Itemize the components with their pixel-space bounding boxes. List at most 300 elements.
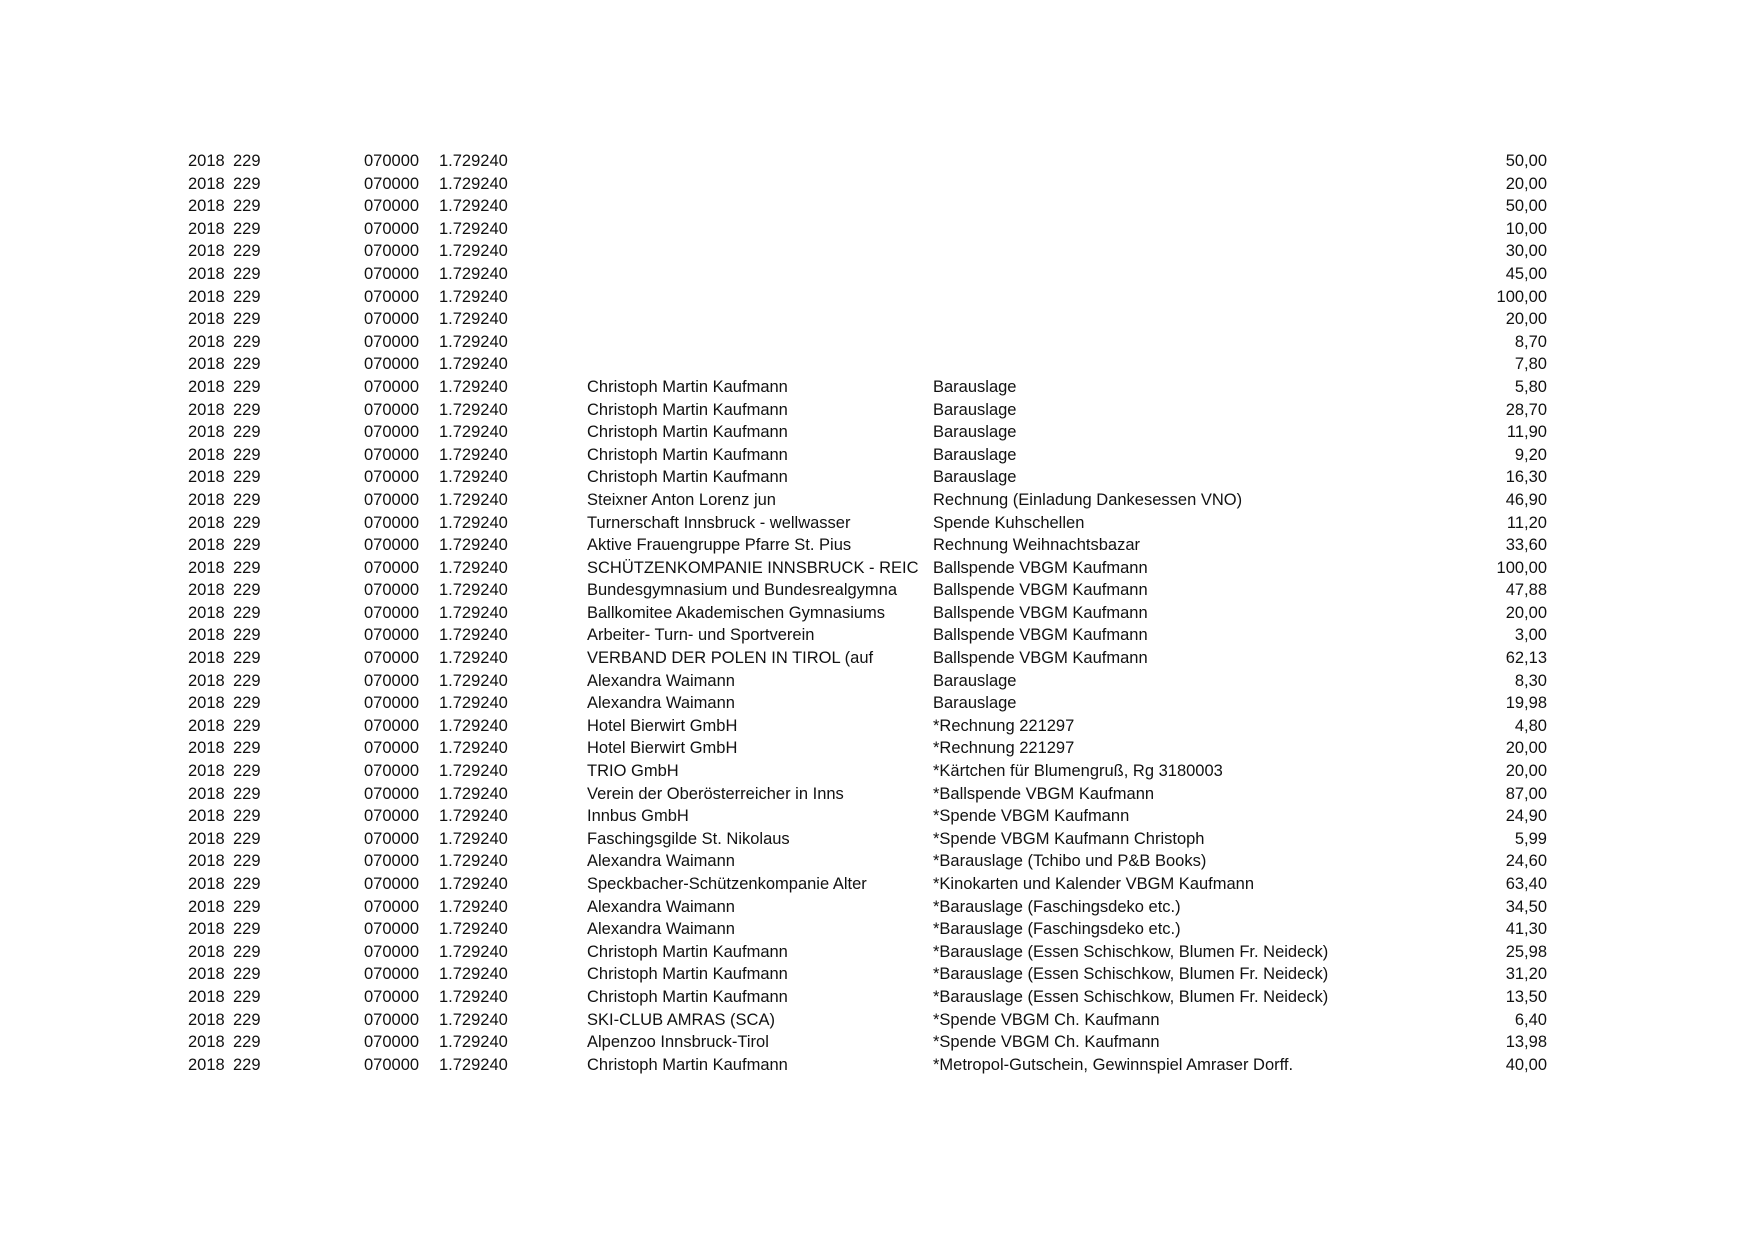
table-row bbox=[188, 1031, 1547, 1054]
recipient-name-cell: Christoph Martin Kaufmann bbox=[587, 423, 788, 442]
account-cell: 1.729240 bbox=[439, 355, 508, 374]
cost-code-cell: 070000 bbox=[364, 377, 420, 396]
table-row bbox=[188, 963, 1547, 986]
journal-number-cell: 229 bbox=[233, 603, 261, 622]
recipient-name-cell: TRIO GmbH bbox=[587, 762, 679, 781]
year-cell: 2018 bbox=[188, 287, 225, 306]
cost-code-cell: 070000 bbox=[364, 242, 420, 261]
cost-code-cell: 070000 bbox=[364, 965, 420, 984]
description-cell: Spende Kuhschellen bbox=[933, 513, 1085, 532]
table-row bbox=[188, 331, 1547, 354]
description-cell: Barauslage bbox=[933, 377, 1017, 396]
year-cell: 2018 bbox=[188, 490, 225, 509]
recipient-name-cell bbox=[587, 150, 933, 173]
account-cell: 1.729240 bbox=[439, 219, 508, 238]
cost-code-cell: 070000 bbox=[364, 920, 420, 939]
description-cell: *Rechnung 221297 bbox=[933, 716, 1075, 735]
year-cell: 2018 bbox=[188, 987, 225, 1006]
amount-cell: 9,20 bbox=[1514, 445, 1547, 464]
description-cell bbox=[933, 308, 1379, 331]
amount-cell: 8,30 bbox=[1514, 671, 1547, 690]
description-cell: *Spende VBGM Kaufmann Christoph bbox=[933, 829, 1205, 848]
recipient-name-cell: Alexandra Waimann bbox=[587, 852, 735, 871]
table-row bbox=[188, 218, 1547, 241]
amount-cell: 45,00 bbox=[1505, 264, 1547, 283]
year-cell: 2018 bbox=[188, 784, 225, 803]
table-row bbox=[188, 444, 1547, 467]
table-row bbox=[188, 240, 1547, 263]
account-cell: 1.729240 bbox=[439, 242, 508, 261]
year-cell: 2018 bbox=[188, 626, 225, 645]
table-row bbox=[188, 692, 1547, 715]
amount-cell: 20,00 bbox=[1505, 603, 1547, 622]
amount-cell: 50,00 bbox=[1505, 197, 1547, 216]
table-row bbox=[188, 783, 1547, 806]
cost-code-cell: 070000 bbox=[364, 987, 420, 1006]
description-cell: Barauslage bbox=[933, 468, 1017, 487]
table-row bbox=[188, 353, 1547, 376]
year-cell: 2018 bbox=[188, 400, 225, 419]
recipient-name-cell: Faschingsgilde St. Nikolaus bbox=[587, 829, 790, 848]
year-cell: 2018 bbox=[188, 242, 225, 261]
recipient-name-cell bbox=[587, 308, 933, 331]
journal-number-cell: 229 bbox=[233, 152, 261, 170]
cost-code-cell: 070000 bbox=[364, 942, 420, 961]
table-row bbox=[188, 421, 1547, 444]
year-cell: 2018 bbox=[188, 355, 225, 374]
table-row bbox=[188, 624, 1547, 647]
table-row bbox=[188, 850, 1547, 873]
amount-cell: 100,00 bbox=[1496, 558, 1547, 577]
account-cell: 1.729240 bbox=[439, 152, 508, 170]
year-cell: 2018 bbox=[188, 219, 225, 238]
description-cell: *Barauslage (Essen Schischkow, Blumen Fr. Neideck) bbox=[933, 965, 1329, 984]
description-cell: Ballspende VBGM Kaufmann bbox=[933, 603, 1148, 622]
table-row bbox=[188, 195, 1547, 218]
journal-number-cell: 229 bbox=[233, 1010, 261, 1029]
table-row bbox=[188, 150, 1547, 173]
table-row bbox=[188, 308, 1547, 331]
journal-number-cell: 229 bbox=[233, 197, 261, 216]
journal-number-cell: 229 bbox=[233, 377, 261, 396]
account-cell: 1.729240 bbox=[439, 197, 508, 216]
table-row bbox=[188, 918, 1547, 941]
year-cell: 2018 bbox=[188, 174, 225, 193]
account-cell: 1.729240 bbox=[439, 310, 508, 329]
year-cell: 2018 bbox=[188, 536, 225, 555]
account-cell: 1.729240 bbox=[439, 558, 508, 577]
description-cell bbox=[933, 173, 1379, 196]
recipient-name-cell bbox=[587, 286, 933, 309]
table-row bbox=[188, 512, 1547, 535]
account-cell: 1.729240 bbox=[439, 1033, 508, 1052]
table-row bbox=[188, 896, 1547, 919]
journal-number-cell: 229 bbox=[233, 942, 261, 961]
year-cell: 2018 bbox=[188, 468, 225, 487]
description-cell: Ballspende VBGM Kaufmann bbox=[933, 626, 1148, 645]
description-cell: *Barauslage (Tchibo und P&B Books) bbox=[933, 852, 1207, 871]
amount-cell: 20,00 bbox=[1505, 310, 1547, 329]
table-row bbox=[188, 579, 1547, 602]
description-cell: Rechnung (Einladung Dankesessen VNO) bbox=[933, 490, 1243, 509]
cost-code-cell: 070000 bbox=[364, 264, 420, 283]
amount-cell: 7,80 bbox=[1514, 355, 1547, 374]
description-cell: Barauslage bbox=[933, 423, 1017, 442]
journal-number-cell: 229 bbox=[233, 536, 261, 555]
account-cell: 1.729240 bbox=[439, 626, 508, 645]
amount-cell: 50,00 bbox=[1505, 152, 1547, 170]
description-cell: Barauslage bbox=[933, 445, 1017, 464]
account-cell: 1.729240 bbox=[439, 264, 508, 283]
description-cell: *Kärtchen für Blumengruß, Rg 3180003 bbox=[933, 762, 1223, 781]
description-cell: Ballspende VBGM Kaufmann bbox=[933, 558, 1148, 577]
description-cell: Rechnung Weihnachtsbazar bbox=[933, 536, 1140, 555]
cost-code-cell: 070000 bbox=[364, 310, 420, 329]
table-row bbox=[188, 602, 1547, 625]
cost-code-cell: 070000 bbox=[364, 355, 420, 374]
account-cell: 1.729240 bbox=[439, 536, 508, 555]
year-cell: 2018 bbox=[188, 558, 225, 577]
amount-cell: 100,00 bbox=[1496, 287, 1547, 306]
amount-cell: 4,80 bbox=[1514, 716, 1547, 735]
recipient-name-cell: VERBAND DER POLEN IN TIROL (auf bbox=[587, 649, 874, 668]
description-cell: *Barauslage (Essen Schischkow, Blumen Fr. Neideck) bbox=[933, 987, 1329, 1006]
journal-number-cell: 229 bbox=[233, 468, 261, 487]
amount-cell: 33,60 bbox=[1505, 536, 1547, 555]
account-cell: 1.729240 bbox=[439, 875, 508, 893]
journal-number-cell: 229 bbox=[233, 852, 261, 871]
account-cell: 1.729240 bbox=[439, 377, 508, 396]
journal-number-cell: 229 bbox=[233, 1055, 261, 1074]
account-cell: 1.729240 bbox=[439, 581, 508, 600]
cost-code-cell: 070000 bbox=[364, 152, 420, 170]
ledger-body bbox=[188, 150, 1547, 1076]
amount-cell: 87,00 bbox=[1505, 784, 1547, 803]
cost-code-cell: 070000 bbox=[364, 332, 420, 351]
amount-cell: 62,13 bbox=[1505, 649, 1547, 668]
recipient-name-cell: Arbeiter- Turn- und Sportverein bbox=[587, 626, 815, 645]
cost-code-cell: 070000 bbox=[364, 558, 420, 577]
year-cell: 2018 bbox=[188, 423, 225, 442]
year-cell: 2018 bbox=[188, 377, 225, 396]
journal-number-cell: 229 bbox=[233, 355, 261, 374]
recipient-name-cell bbox=[587, 195, 933, 218]
year-cell: 2018 bbox=[188, 310, 225, 329]
year-cell: 2018 bbox=[188, 852, 225, 871]
amount-cell: 24,90 bbox=[1505, 807, 1547, 826]
recipient-name-cell: Alexandra Waimann bbox=[587, 671, 735, 690]
journal-number-cell: 229 bbox=[233, 445, 261, 464]
year-cell: 2018 bbox=[188, 1010, 225, 1029]
recipient-name-cell: Hotel Bierwirt GmbH bbox=[587, 716, 738, 735]
journal-number-cell: 229 bbox=[233, 784, 261, 803]
account-cell: 1.729240 bbox=[439, 287, 508, 306]
year-cell: 2018 bbox=[188, 965, 225, 984]
amount-cell: 20,00 bbox=[1505, 739, 1547, 758]
recipient-name-cell: Christoph Martin Kaufmann bbox=[587, 445, 788, 464]
amount-cell: 13,98 bbox=[1505, 1033, 1547, 1052]
account-cell: 1.729240 bbox=[439, 468, 508, 487]
recipient-name-cell: Ballkomitee Akademischen Gymnasiums bbox=[587, 603, 886, 622]
journal-number-cell: 229 bbox=[233, 332, 261, 351]
cost-code-cell: 070000 bbox=[364, 807, 420, 826]
year-cell: 2018 bbox=[188, 197, 225, 216]
year-cell: 2018 bbox=[188, 807, 225, 826]
description-cell bbox=[933, 353, 1379, 376]
journal-number-cell: 229 bbox=[233, 174, 261, 193]
account-cell: 1.729240 bbox=[439, 942, 508, 961]
cost-code-cell: 070000 bbox=[364, 445, 420, 464]
description-cell bbox=[933, 286, 1379, 309]
table-row bbox=[188, 1009, 1547, 1032]
amount-cell: 5,80 bbox=[1514, 377, 1547, 396]
year-cell: 2018 bbox=[188, 942, 225, 961]
recipient-name-cell: Aktive Frauengruppe Pfarre St. Pius bbox=[587, 536, 852, 555]
recipient-name-cell: Verein der Oberösterreicher in Inns bbox=[587, 784, 844, 803]
description-cell: Ballspende VBGM Kaufmann bbox=[933, 649, 1148, 668]
description-cell: *Barauslage (Faschingsdeko etc.) bbox=[933, 897, 1181, 916]
journal-number-cell: 229 bbox=[233, 716, 261, 735]
amount-cell: 11,90 bbox=[1506, 423, 1547, 442]
cost-code-cell: 070000 bbox=[364, 829, 420, 848]
recipient-name-cell: SKI-CLUB AMRAS (SCA) bbox=[587, 1010, 775, 1029]
amount-cell: 3,00 bbox=[1514, 626, 1547, 645]
description-cell: *Rechnung 221297 bbox=[933, 739, 1075, 758]
year-cell: 2018 bbox=[188, 671, 225, 690]
account-cell: 1.729240 bbox=[439, 671, 508, 690]
account-cell: 1.729240 bbox=[439, 174, 508, 193]
recipient-name-cell bbox=[587, 263, 933, 286]
account-cell: 1.729240 bbox=[439, 920, 508, 939]
cost-code-cell: 070000 bbox=[364, 739, 420, 758]
cost-code-cell: 070000 bbox=[364, 490, 420, 509]
journal-number-cell: 229 bbox=[233, 965, 261, 984]
year-cell: 2018 bbox=[188, 603, 225, 622]
journal-number-cell: 229 bbox=[233, 490, 261, 509]
recipient-name-cell: Innbus GmbH bbox=[587, 807, 689, 826]
journal-number-cell: 229 bbox=[233, 694, 261, 713]
year-cell: 2018 bbox=[188, 829, 225, 848]
account-cell: 1.729240 bbox=[439, 332, 508, 351]
description-cell: *Metropol-Gutschein, Gewinnspiel Amraser Dorff. bbox=[933, 1055, 1294, 1074]
description-cell: *Barauslage (Essen Schischkow, Blumen Fr. Neideck) bbox=[933, 942, 1329, 961]
recipient-name-cell: Christoph Martin Kaufmann bbox=[587, 965, 788, 984]
year-cell: 2018 bbox=[188, 445, 225, 464]
journal-number-cell: 229 bbox=[233, 897, 261, 916]
recipient-name-cell: Christoph Martin Kaufmann bbox=[587, 942, 788, 961]
account-cell: 1.729240 bbox=[439, 1055, 508, 1074]
account-cell: 1.729240 bbox=[439, 897, 508, 916]
cost-code-cell: 070000 bbox=[364, 581, 420, 600]
table-row bbox=[188, 941, 1547, 964]
recipient-name-cell: Alexandra Waimann bbox=[587, 694, 735, 713]
amount-cell: 34,50 bbox=[1505, 897, 1547, 916]
year-cell: 2018 bbox=[188, 152, 225, 170]
cost-code-cell: 070000 bbox=[364, 671, 420, 690]
journal-number-cell: 229 bbox=[233, 242, 261, 261]
year-cell: 2018 bbox=[188, 332, 225, 351]
year-cell: 2018 bbox=[188, 694, 225, 713]
amount-cell: 8,70 bbox=[1514, 332, 1547, 351]
recipient-name-cell: Hotel Bierwirt GmbH bbox=[587, 739, 738, 758]
table-row bbox=[188, 173, 1547, 196]
description-cell bbox=[933, 331, 1379, 354]
account-cell: 1.729240 bbox=[439, 400, 508, 419]
journal-number-cell: 229 bbox=[233, 829, 261, 848]
recipient-name-cell: Alexandra Waimann bbox=[587, 920, 735, 939]
year-cell: 2018 bbox=[188, 897, 225, 916]
table-row bbox=[188, 828, 1547, 851]
description-cell: Barauslage bbox=[933, 694, 1017, 713]
description-cell bbox=[933, 195, 1379, 218]
description-cell: *Barauslage (Faschingsdeko etc.) bbox=[933, 920, 1181, 939]
description-cell: Barauslage bbox=[933, 671, 1017, 690]
recipient-name-cell: Alexandra Waimann bbox=[587, 897, 735, 916]
recipient-name-cell bbox=[587, 353, 933, 376]
journal-number-cell: 229 bbox=[233, 739, 261, 758]
account-cell: 1.729240 bbox=[439, 1010, 508, 1029]
cost-code-cell: 070000 bbox=[364, 400, 420, 419]
amount-cell: 24,60 bbox=[1505, 852, 1547, 871]
description-cell bbox=[933, 263, 1379, 286]
table-row bbox=[188, 737, 1547, 760]
amount-cell: 5,99 bbox=[1514, 829, 1547, 848]
amount-cell: 20,00 bbox=[1505, 762, 1547, 781]
description-cell: *Spende VBGM Ch. Kaufmann bbox=[933, 1033, 1160, 1052]
recipient-name-cell bbox=[587, 331, 933, 354]
journal-number-cell: 229 bbox=[233, 219, 261, 238]
cost-code-cell: 070000 bbox=[364, 875, 420, 893]
table-row bbox=[188, 466, 1547, 489]
amount-cell: 11,20 bbox=[1506, 513, 1547, 532]
cost-code-cell: 070000 bbox=[364, 468, 420, 487]
year-cell: 2018 bbox=[188, 1055, 225, 1074]
description-cell: *Spende VBGM Kaufmann bbox=[933, 807, 1130, 826]
amount-cell: 16,30 bbox=[1505, 468, 1547, 487]
year-cell: 2018 bbox=[188, 920, 225, 939]
account-cell: 1.729240 bbox=[439, 649, 508, 668]
description-cell: *Ballspende VBGM Kaufmann bbox=[933, 784, 1155, 803]
amount-cell: 20,00 bbox=[1505, 174, 1547, 193]
year-cell: 2018 bbox=[188, 649, 225, 668]
cost-code-cell: 070000 bbox=[364, 174, 420, 193]
table-row bbox=[188, 986, 1547, 1009]
cost-code-cell: 070000 bbox=[364, 784, 420, 803]
cost-code-cell: 070000 bbox=[364, 897, 420, 916]
table-row bbox=[188, 263, 1547, 286]
account-cell: 1.729240 bbox=[439, 445, 508, 464]
amount-cell: 6,40 bbox=[1514, 1010, 1547, 1029]
table-row bbox=[188, 534, 1547, 557]
cost-code-cell: 070000 bbox=[364, 287, 420, 306]
journal-number-cell: 229 bbox=[233, 649, 261, 668]
cost-code-cell: 070000 bbox=[364, 1010, 420, 1029]
cost-code-cell: 070000 bbox=[364, 536, 420, 555]
amount-cell: 30,00 bbox=[1505, 242, 1547, 261]
recipient-name-cell: Steixner Anton Lorenz jun bbox=[587, 490, 776, 509]
table-row bbox=[188, 1054, 1547, 1077]
journal-number-cell: 229 bbox=[233, 287, 261, 306]
amount-cell: 40,00 bbox=[1505, 1055, 1547, 1074]
account-cell: 1.729240 bbox=[439, 513, 508, 532]
table-row bbox=[188, 399, 1547, 422]
description-cell: *Spende VBGM Ch. Kaufmann bbox=[933, 1010, 1160, 1029]
account-cell: 1.729240 bbox=[439, 739, 508, 758]
cost-code-cell: 070000 bbox=[364, 762, 420, 781]
description-cell: *Kinokarten und Kalender VBGM Kaufmann bbox=[933, 875, 1255, 893]
cost-code-cell: 070000 bbox=[364, 1055, 420, 1074]
cost-code-cell: 070000 bbox=[364, 694, 420, 713]
description-cell bbox=[933, 218, 1379, 241]
account-cell: 1.729240 bbox=[439, 762, 508, 781]
recipient-name-cell: Christoph Martin Kaufmann bbox=[587, 377, 788, 396]
table-row bbox=[188, 805, 1547, 828]
table-row bbox=[188, 489, 1547, 512]
cost-code-cell: 070000 bbox=[364, 649, 420, 668]
amount-cell: 19,98 bbox=[1505, 694, 1547, 713]
table-row bbox=[188, 715, 1547, 738]
cost-code-cell: 070000 bbox=[364, 197, 420, 216]
amount-cell: 31,20 bbox=[1505, 965, 1547, 984]
recipient-name-cell: SCHÜTZENKOMPANIE INNSBRUCK - REIC bbox=[587, 558, 919, 577]
account-cell: 1.729240 bbox=[439, 852, 508, 871]
ledger-table bbox=[188, 150, 1547, 1076]
account-cell: 1.729240 bbox=[439, 807, 508, 826]
cost-code-cell: 070000 bbox=[364, 603, 420, 622]
year-cell: 2018 bbox=[188, 716, 225, 735]
recipient-name-cell bbox=[587, 173, 933, 196]
amount-cell: 46,90 bbox=[1505, 490, 1547, 509]
table-row bbox=[188, 760, 1547, 783]
amount-cell: 10,00 bbox=[1505, 219, 1547, 238]
recipient-name-cell bbox=[587, 218, 933, 241]
journal-number-cell: 229 bbox=[233, 264, 261, 283]
description-cell: Barauslage bbox=[933, 400, 1017, 419]
year-cell: 2018 bbox=[188, 762, 225, 781]
year-cell: 2018 bbox=[188, 513, 225, 532]
description-cell: Ballspende VBGM Kaufmann bbox=[933, 581, 1148, 600]
journal-number-cell: 229 bbox=[233, 875, 261, 893]
amount-cell: 47,88 bbox=[1505, 581, 1547, 600]
year-cell: 2018 bbox=[188, 739, 225, 758]
description-cell bbox=[933, 240, 1379, 263]
cost-code-cell: 070000 bbox=[364, 513, 420, 532]
journal-number-cell: 229 bbox=[233, 671, 261, 690]
journal-number-cell: 229 bbox=[233, 310, 261, 329]
journal-number-cell: 229 bbox=[233, 1033, 261, 1052]
recipient-name-cell: Speckbacher-Schützenkompanie Alter bbox=[587, 875, 867, 893]
journal-number-cell: 229 bbox=[233, 626, 261, 645]
description-cell bbox=[933, 150, 1379, 173]
cost-code-cell: 070000 bbox=[364, 1033, 420, 1052]
table-row bbox=[188, 286, 1547, 309]
account-cell: 1.729240 bbox=[439, 784, 508, 803]
recipient-name-cell: Christoph Martin Kaufmann bbox=[587, 1055, 788, 1074]
recipient-name-cell: Turnerschaft Innsbruck - wellwasser bbox=[587, 513, 851, 532]
journal-number-cell: 229 bbox=[233, 513, 261, 532]
cost-code-cell: 070000 bbox=[364, 716, 420, 735]
cost-code-cell: 070000 bbox=[364, 626, 420, 645]
cost-code-cell: 070000 bbox=[364, 423, 420, 442]
account-cell: 1.729240 bbox=[439, 423, 508, 442]
amount-cell: 13,50 bbox=[1505, 987, 1547, 1006]
journal-number-cell: 229 bbox=[233, 400, 261, 419]
table-row bbox=[188, 557, 1547, 580]
recipient-name-cell: Alpenzoo Innsbruck-Tirol bbox=[587, 1033, 769, 1052]
journal-number-cell: 229 bbox=[233, 558, 261, 577]
table-row bbox=[188, 376, 1547, 399]
journal-number-cell: 229 bbox=[233, 581, 261, 600]
